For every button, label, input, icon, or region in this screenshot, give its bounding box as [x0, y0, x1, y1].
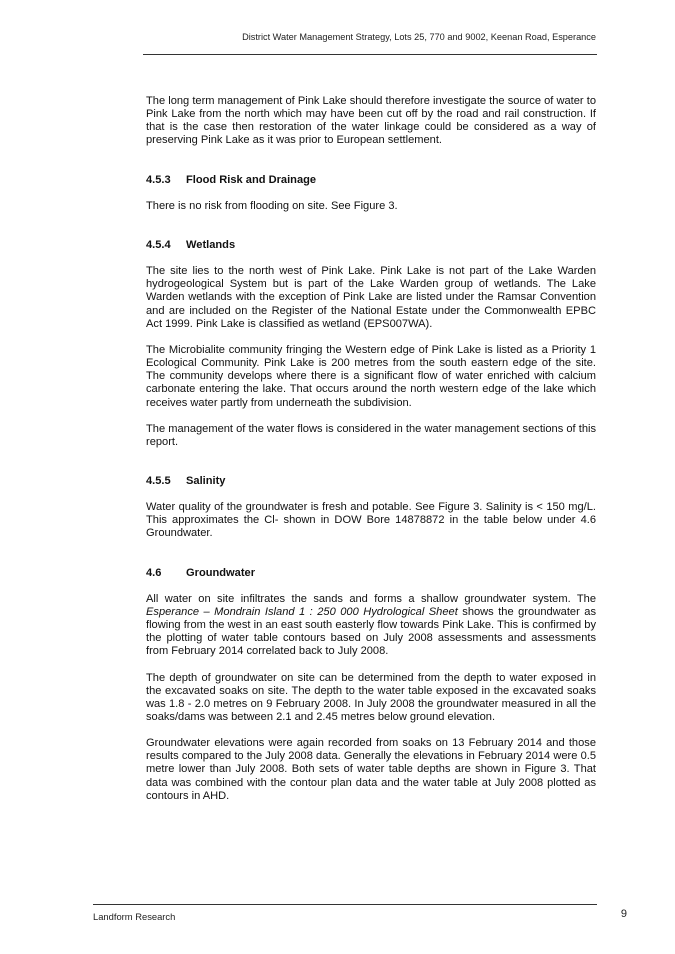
page-number: 9	[620, 908, 627, 920]
wetlands-paragraph-1: The site lies to the north west of Pink Lake. Pink Lake is not part of the Lake Warden hydrogeological System but is part of the Lake Warden group of wetlands. The Lake Warden wetlands with the exception of Pink Lake are listed under the Ramsar Convention and are included on the Register of the National Estate under the Commonwealth EPBC Act 1999. Pink Lake is classified as wetland (EPS007WA).	[146, 265, 596, 330]
header-rule	[143, 54, 597, 55]
flood-risk-paragraph: There is no risk from flooding on site. See Figure 3.	[146, 199, 398, 212]
running-header: District Water Management Strategy, Lots 25, 770 and 9002, Keenan Road, Esperance	[242, 32, 596, 42]
groundwater-text-start: All water on site infiltrates the sands and forms a shallow groundwater system. The	[146, 592, 596, 605]
section-heading-4-5-5	[146, 475, 596, 488]
hydrological-sheet-title: Esperance – Mondrain Island 1 : 250 000 Hydrological Sheet	[146, 605, 458, 618]
salinity-paragraph: Water quality of the groundwater is fresh and potable. See Figure 3. Salinity is < 150 mg/L. This approximates the Cl- shown in DOW Bore 14878872 in the table below under 4.6 Groundwater.	[146, 501, 596, 540]
groundwater-paragraph-2: The depth of groundwater on site can be determined from the depth to water exposed in the excavated soaks on site. The depth to the water table exposed in the excavated soaks was 1.8 - 2.0 metres on 9 February 2008. In July 2008 the groundwater measured in all the soaks/dams was between 2.1 and 2.45 metres below ground elevation.	[146, 671, 596, 723]
section-number: 4.6	[146, 566, 162, 579]
wetlands-paragraph-3: The management of the water flows is considered in the water management sections of this report.	[146, 422, 596, 448]
groundwater-text-end: shows the groundwater as flowing from the west in an east south easterly flow towards Pink Lake. This is confirmed by the plotting of water table contours based on July 2008 assessments and assessments from February 2014 correlated back to July 2008.	[146, 605, 596, 658]
section-number: 4.5.5	[146, 474, 171, 487]
section-title: Salinity	[186, 474, 226, 487]
section-title: Flood Risk and Drainage	[186, 173, 317, 186]
groundwater-paragraph-3: Groundwater elevations were again recorded from soaks on 13 February 2014 and those results compared to the July 2008 data. Generally the elevations in February 2014 were 0.5 metre lower than July 2008. Both sets of water table depths are shown in Figure 3. That data was combined with the contour plan data and the water table at July 2008 plotted as contours in AHD.	[146, 737, 596, 802]
footer-organization: Landform Research	[93, 911, 176, 922]
section-number: 4.5.4	[146, 238, 171, 251]
section-heading-4-5-3	[146, 174, 596, 187]
groundwater-paragraph-1	[146, 593, 596, 659]
wetlands-paragraph-2: The Microbialite community fringing the Western edge of Pink Lake is listed as a Priority 1 Ecological Community. Pink Lake is 200 metres from the south eastern edge of the site. The community develops where there is a significant flow of water enriched with calcium carbonate entering the lake. That occurs around the north western edge of the lake which receives water partly from underneath the subdivision.	[146, 343, 596, 409]
section-title: Groundwater	[186, 566, 256, 579]
section-title: Wetlands	[186, 238, 236, 251]
section-heading-4-5-4	[146, 239, 596, 252]
footer-rule	[93, 904, 597, 905]
section-number: 4.5.3	[146, 173, 171, 186]
section-heading-4-6	[146, 567, 596, 580]
intro-paragraph: The long term management of Pink Lake should therefore investigate the source of water to Pink Lake from the north which may have been cut off by the road and rail construction. If that is the case then restoration of the water linkage could be considered as a way of preserving Pink Lake as it was prior to European settlement.	[146, 95, 596, 147]
body-content	[146, 95, 596, 816]
